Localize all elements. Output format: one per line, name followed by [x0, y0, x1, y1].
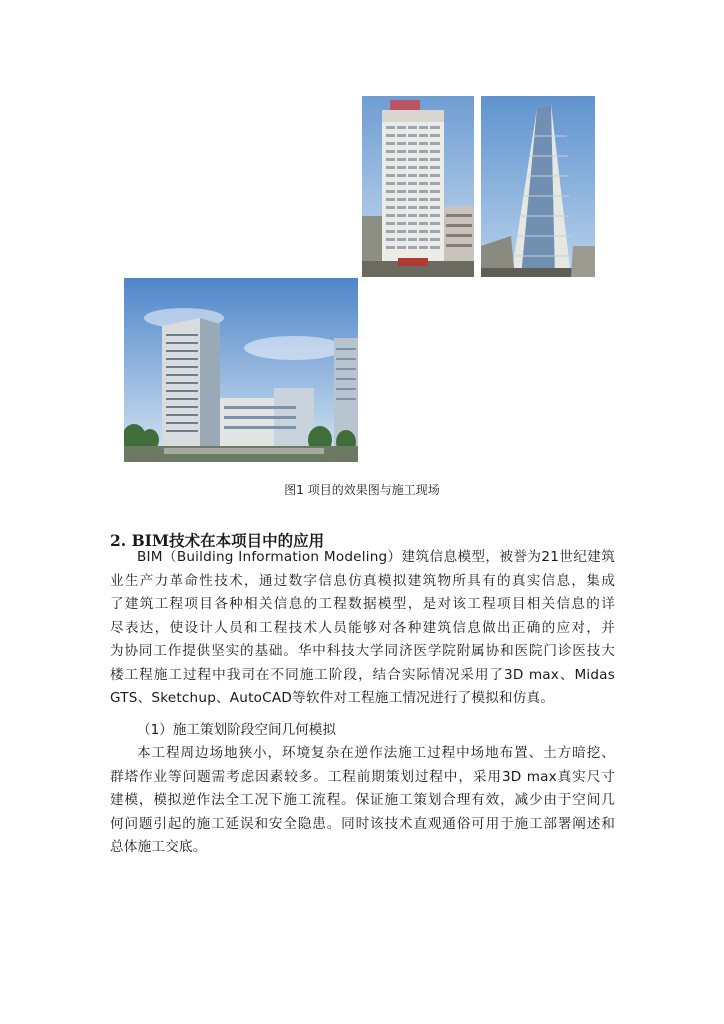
subsection-heading: （1）施工策划阶段空间几何模拟: [137, 722, 336, 738]
paragraph-spatial-simulation: [110, 742, 615, 860]
paragraph-line: 总体施工交底。: [110, 839, 207, 855]
paragraph-line: 群塔作业等问题需考虑因素较多。工程前期策划过程中，采用3D max真实尺寸: [110, 768, 615, 785]
paragraph-line: 为协同工作提供坚实的基础。华中科技大学同济医学院附属协和医院门诊医技大: [110, 643, 615, 659]
paragraph-line: 楼工程施工过程中我司在不同施工阶段，结合实际情况采用了3D max、Midas: [110, 666, 615, 683]
paragraph-bim-intro: [110, 546, 615, 711]
paragraph-line: 尽表达，使设计人员和工程技术人员能够对各种建筑信息做出正确的应对，并: [110, 619, 615, 636]
rendering-photo: [124, 278, 358, 462]
paragraph-line: BIM（Building Information Modeling）建筑信息模型，被誉为21世纪建筑: [137, 549, 615, 565]
paragraph-line: 何问题引起的施工延误和安全隐患。同时该技术直观通俗可用于施工部署阐述和: [110, 815, 615, 832]
paragraph-line: 建模，模拟逆作法全工况下施工流程。保证施工策划合理有效，减少由于空间几: [110, 792, 615, 808]
paragraph-line: 本工程周边场地狭小，环境复杂在逆作法施工过程中场地布置、土方暗挖、: [137, 745, 615, 761]
tower-front-photo: [362, 96, 474, 277]
paragraph-line: 了建筑工程项目各种相关信息的工程数据模型，是对该工程项目相关信息的详: [110, 596, 615, 612]
tower-side-photo: [481, 96, 595, 277]
paragraph-line: 业生产力革命性技术，通过数字信息仿真模拟建筑物所具有的真实信息，集成: [110, 572, 615, 589]
paragraph-line: GTS、Sketchup、AutoCAD等软件对工程施工情况进行了模拟和仿真。: [110, 690, 555, 706]
section-heading: 2. BIM技术在本项目中的应用: [110, 531, 325, 550]
figure-caption: 图1 项目的效果图与施工现场: [284, 483, 440, 497]
